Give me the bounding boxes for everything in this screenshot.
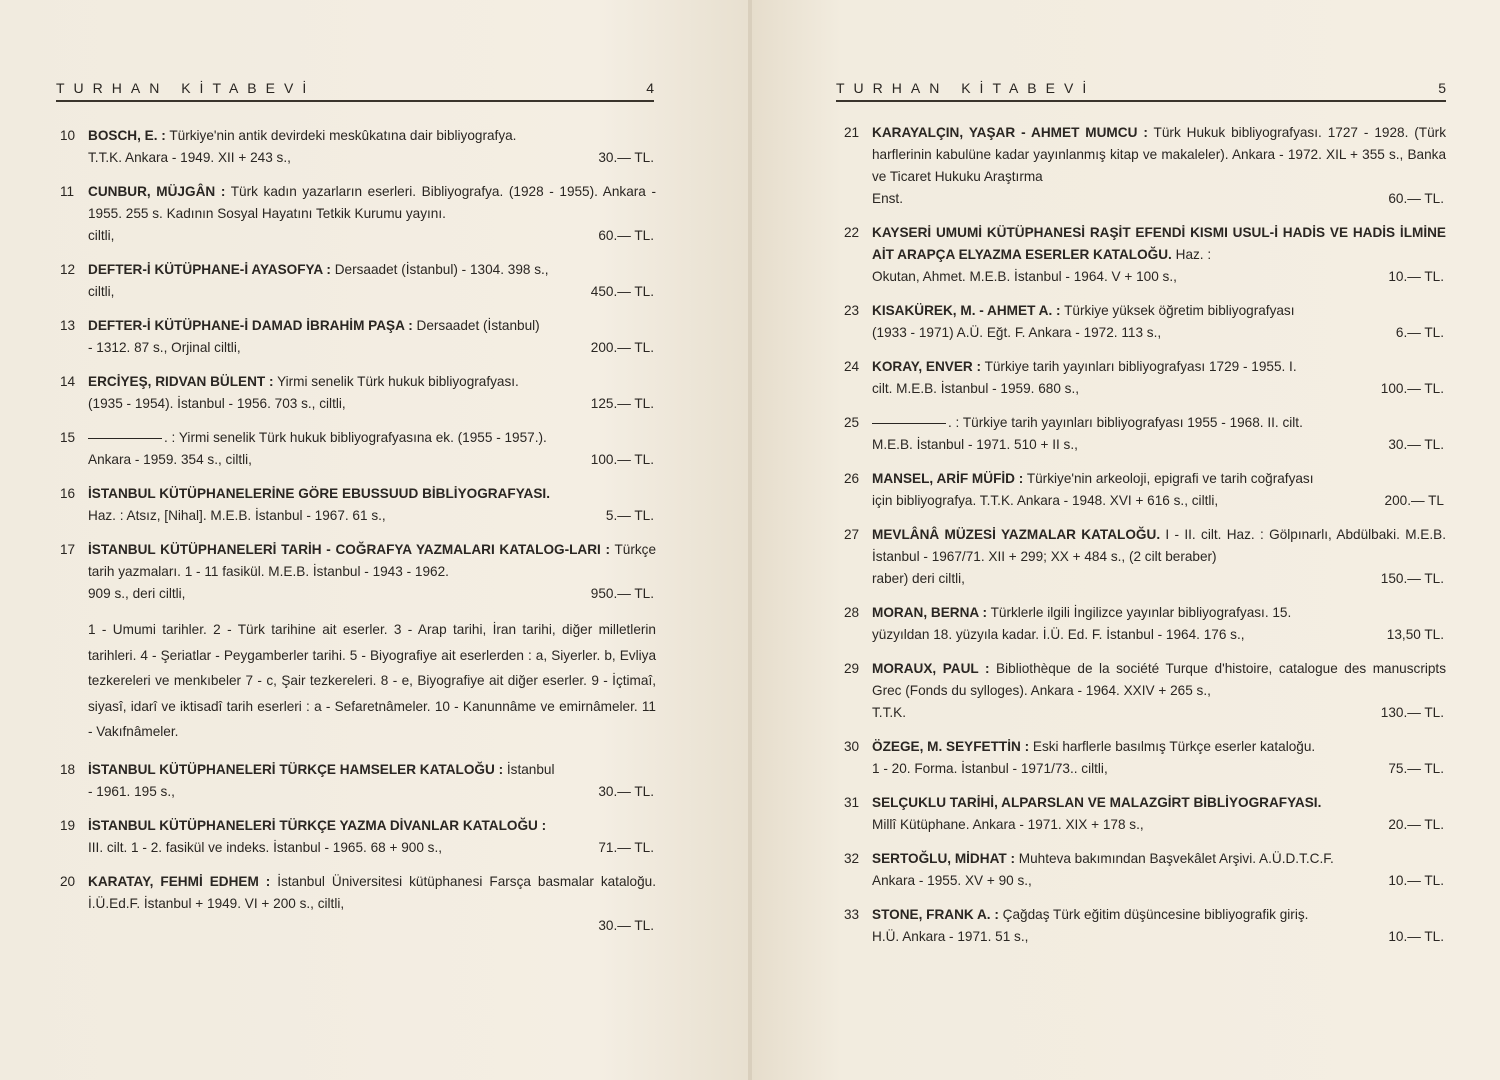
- catalog-contents-note: 1 - Umumi tarihler. 2 - Türk tarihine ait eserler. 3 - Arap tarihi, İran tarihi, diğer milletlerin tarihleri. 4 - Şeriatlar - Peygamberler tarihi. 5 - Biyografiye ait eserlerden : a, Siyerler. b, Evliya tezkereleri ve menkıbeler 7 - c, Şair tezkereleri. 8 - e, Biyografiye ait diğer eserler. 9 - İçtimaî, siyasî, idarî ve iktisadî tarih eserleri : a - Sefaretnâmeler. 10 - Kanunnâme ve emirnâmeler. 11 - Vakıfnâmeler.: [88, 622, 656, 739]
- entry-price: 150.— TL.: [1380, 571, 1444, 586]
- entry-number: 12: [60, 262, 76, 277]
- bibliography-entry: [844, 904, 1446, 948]
- entry-text-block: [872, 904, 1446, 926]
- entry-body: [88, 125, 656, 169]
- entry-publication-line: [88, 837, 656, 859]
- bibliography-entry: [60, 759, 656, 803]
- bibliography-entry: [844, 524, 1446, 590]
- entry-text-block: [872, 602, 1446, 624]
- entry-body: [88, 815, 656, 859]
- bibliography-entry: [844, 300, 1446, 344]
- entry-author: KORAY, ENVER :: [872, 359, 982, 374]
- entry-body: [872, 412, 1446, 456]
- entry-publication: raber) deri ciltli,: [872, 571, 965, 586]
- entry-publication-line: [88, 337, 656, 359]
- entry-text-block: [88, 815, 656, 837]
- entry-publication: (1933 - 1971) A.Ü. Eğt. F. Ankara - 1972. 113 s.,: [872, 325, 1162, 340]
- entry-description: . : Yirmi senelik Türk hukuk bibliyografyasına ek. (1955 - 1957.).: [164, 430, 547, 445]
- entry-text-block: [88, 539, 656, 583]
- entry-publication-line: [88, 505, 656, 527]
- entry-number: 24: [844, 359, 860, 374]
- entry-publication-line: [872, 624, 1446, 646]
- entry-publication-line: [872, 870, 1446, 892]
- entry-description: Türkçe tarih yazmaları. 1 - 11 fasikül. M.E.B. İstanbul - 1943 - 1962.: [88, 542, 656, 579]
- entry-body: [88, 759, 656, 803]
- entry-publication: H.Ü. Ankara - 1971. 51 s.,: [872, 929, 1029, 944]
- entry-number: 15: [60, 430, 76, 445]
- entry-price: 75.— TL.: [1388, 761, 1444, 776]
- entry-body: [88, 427, 656, 471]
- entry-author: BOSCH, E. :: [88, 128, 166, 143]
- entry-price: 10.— TL.: [1388, 929, 1444, 944]
- entry-number: 17: [60, 542, 76, 557]
- entry-publication-line: [872, 188, 1446, 210]
- entry-publication-line: [872, 490, 1446, 512]
- bibliography-entry: [60, 427, 656, 471]
- entry-publication: Ankara - 1959. 354 s., ciltli,: [88, 452, 252, 467]
- entry-body: [872, 468, 1446, 512]
- entry-body: [872, 300, 1446, 344]
- entry-publication: ciltli,: [88, 228, 115, 243]
- bibliography-entry: [844, 792, 1446, 836]
- entry-number: 31: [844, 795, 860, 810]
- entry-price: 450.— TL.: [590, 284, 654, 299]
- entry-author: KAYSERİ UMUMİ KÜTÜPHANESİ RAŞİT EFENDİ KISMI USUL-İ HADİS VE HADİS İLMİNE AİT ARAPÇA ELYAZMA ESERLER KATALOĞU.: [872, 225, 1446, 262]
- entry-number: 27: [844, 527, 860, 542]
- entry-number: 28: [844, 605, 860, 620]
- entry-number: 11: [60, 184, 75, 199]
- entry-description: Muhteva bakımından Başvekâlet Arşivi. A.Ü.D.T.C.F.: [1018, 851, 1334, 866]
- right-page: [752, 0, 1500, 1080]
- entry-price: 950.— TL.: [590, 586, 654, 601]
- entry-price: 125.— TL.: [590, 396, 654, 411]
- entry-number: 20: [60, 873, 76, 889]
- entry-text-block: [872, 658, 1446, 702]
- bibliography-entry: [844, 658, 1446, 724]
- entry-price: 100.— TL.: [1380, 381, 1444, 396]
- entry-description: İstanbul: [506, 761, 555, 777]
- entry-body: [88, 539, 656, 605]
- entry-price: 100.— TL.: [590, 452, 654, 467]
- entry-text-block: [88, 125, 656, 147]
- entry-publication: Enst.: [872, 191, 903, 206]
- bibliography-entry: [60, 483, 656, 527]
- entry-description: Türk Hukuk bibliyografyası. 1727 - 1928. (Türk harflerinin kabulüne kadar yayınlanmış kitap ve makaleler). Ankara - 1972. XIL + 355 s., Banka ve Ticaret Hukuku Araştırma: [872, 125, 1446, 184]
- entry-publication: - 1961. 195 s.,: [88, 783, 175, 799]
- entry-author: ÖZEGE, M. SEYFETTİN :: [872, 739, 1030, 754]
- entry-body: [872, 848, 1446, 892]
- entry-publication-line: [872, 758, 1446, 780]
- entry-publication-line: [88, 781, 656, 803]
- entry-publication-line: [872, 266, 1446, 288]
- entry-description: Türk kadın yazarların eserleri. Bibliyografya. (1928 - 1955). Ankara - 1955. 255 s. Kadının Sosyal Hayatını Tetkik Kurumu yayını.: [88, 184, 656, 221]
- entry-body: [872, 222, 1446, 288]
- entry-publication-line: [872, 322, 1446, 344]
- entry-author: KISAKÜREK, M. - AHMET A. :: [872, 303, 1061, 318]
- entry-publication-line: [872, 702, 1446, 724]
- entry-body: [872, 122, 1446, 210]
- entry-publication: 1 - 20. Forma. İstanbul - 1971/73.. ciltli,: [872, 761, 1108, 776]
- entry-text-block: [88, 427, 656, 449]
- entry-text-block: [872, 736, 1446, 758]
- entry-body: [88, 871, 656, 937]
- entry-author: ERCİYEŞ, RIDVAN BÜLENT :: [88, 374, 274, 389]
- entry-number: 21: [844, 125, 860, 140]
- entry-author: SELÇUKLU TARİHİ, ALPARSLAN VE MALAZGİRT BİBLİYOGRAFYASI.: [872, 795, 1322, 810]
- entry-description: Bibliothèque de la société Turque d'histoire, catalogue des manuscripts Grec (Fonds du sylloges). Ankara - 1964. XXIV + 265 s.,: [872, 661, 1447, 698]
- entry-price: 30.— TL.: [1388, 437, 1444, 452]
- entry-text-block: [88, 871, 656, 915]
- entry-number: 23: [844, 303, 860, 318]
- entry-author: KARAYALÇIN, YAŞAR - AHMET MUMCU :: [872, 125, 1148, 140]
- entry-text-block: [88, 259, 656, 281]
- entry-body: [872, 736, 1446, 780]
- entry-text-block: [872, 848, 1446, 870]
- entry-description: Türklerle ilgili İngilizce yayınlar bibliyografyası. 15.: [990, 605, 1292, 620]
- publisher-name: TURHAN KİTABEVİ: [56, 80, 316, 96]
- entry-number: 32: [844, 851, 860, 866]
- left-page-header: [56, 74, 654, 102]
- entry-body: [872, 792, 1446, 836]
- entry-number: 33: [844, 907, 860, 922]
- entry-text-block: [872, 222, 1446, 266]
- entry-price: 200.— TL.: [590, 340, 654, 355]
- entry-body: [872, 658, 1446, 724]
- entry-publication-line: [88, 147, 656, 169]
- entry-author: MORAUX, PAUL :: [872, 661, 990, 676]
- bibliography-entry: [844, 736, 1446, 780]
- bibliography-entry: [844, 412, 1446, 456]
- entry-description: Dersaadet (İstanbul) - 1304. 398 s.,: [334, 262, 549, 277]
- bibliography-entry: [844, 468, 1446, 512]
- entry-description: Eski harflerle basılmış Türkçe eserler kataloğu.: [1032, 739, 1316, 754]
- entry-description: Yirmi senelik Türk hukuk bibliyografyası.: [277, 374, 519, 389]
- entry-number: 25: [844, 415, 860, 430]
- entry-author: MORAN, BERNA :: [872, 605, 988, 620]
- entry-description: I - II. cilt. Haz. : Gölpınarlı, Abdülbaki. M.E.B. İstanbul - 1967/71. XII + 299; XX + 484 s., (2 cilt beraber): [872, 527, 1446, 564]
- entry-body: [88, 259, 656, 303]
- bibliography-entry: [60, 815, 656, 859]
- entry-author: MEVLÂNÂ MÜZESİ YAZMALAR KATALOĞU.: [872, 527, 1161, 542]
- entry-author: STONE, FRANK A. :: [872, 907, 999, 922]
- entry-price: 30.— TL.: [598, 150, 654, 165]
- entry-publication-line: [88, 393, 656, 415]
- entry-description: Türkiye'nin antik devirdeki meskûkatına dair bibliyografya.: [169, 128, 517, 143]
- bibliography-entry: [60, 371, 656, 415]
- bibliography-entry: [844, 222, 1446, 288]
- entry-author: İSTANBUL KÜTÜPHANELERİNE GÖRE EBUSSUUD BİBLİYOGRAFYASI.: [88, 486, 550, 501]
- entry-text-block: [88, 371, 656, 393]
- entry-number: 26: [844, 471, 860, 486]
- entry-publication: için bibliyografya. T.T.K. Ankara - 1948. XVI + 616 s., ciltli,: [872, 493, 1219, 508]
- entry-publication-line: [88, 225, 656, 247]
- bibliography-entry: [844, 602, 1446, 646]
- ditto-dash: [88, 438, 162, 439]
- entry-body: [88, 371, 656, 415]
- entry-text-block: [872, 412, 1446, 434]
- entry-number: 19: [60, 817, 76, 833]
- entry-description: Çağdaş Türk eğitim düşüncesine bibliyografik giriş.: [1002, 907, 1309, 922]
- entry-price: 200.— TL: [1384, 493, 1444, 508]
- entry-publication: ciltli,: [88, 284, 115, 299]
- entry-publication: 909 s., deri ciltli,: [88, 586, 186, 601]
- bibliography-entry: [844, 848, 1446, 892]
- entry-author: DEFTER-İ KÜTÜPHANE-İ DAMAD İBRAHİM PAŞA :: [88, 318, 413, 333]
- page-number: 5: [1438, 80, 1446, 96]
- entry-publication: Haz. : Atsız, [Nihal]. M.E.B. İstanbul - 1967. 61 s.,: [88, 508, 386, 523]
- entry-author: MANSEL, ARİF MÜFİD :: [872, 471, 1024, 486]
- entry-text-block: [872, 356, 1446, 378]
- bibliography-entry: [60, 539, 656, 605]
- entry-text-block: [872, 524, 1446, 568]
- entry-price: 13,50 TL.: [1386, 627, 1444, 642]
- publisher-name: TURHAN KİTABEVİ: [836, 80, 1096, 96]
- entry-description: . : Türkiye tarih yayınları bibliyografyası 1955 - 1968. II. cilt.: [948, 415, 1303, 430]
- entry-publication: T.T.K. Ankara - 1949. XII + 243 s.,: [88, 150, 291, 165]
- entry-price: 30.— TL.: [598, 783, 654, 799]
- entry-publication: yüzyıldan 18. yüzyıla kadar. İ.Ü. Ed. F. İstanbul - 1964. 176 s.,: [872, 627, 1245, 642]
- entry-text-block: [872, 468, 1446, 490]
- entry-text-block: [88, 483, 656, 505]
- entry-price: 10.— TL.: [1388, 269, 1444, 284]
- entry-number: 16: [60, 486, 76, 501]
- page-number: 4: [646, 80, 654, 96]
- entry-publication-line: [872, 434, 1446, 456]
- left-entry-list: [60, 125, 656, 949]
- entry-number: 13: [60, 318, 76, 333]
- entry-body: [872, 356, 1446, 400]
- entry-price: 20.— TL.: [1388, 817, 1444, 832]
- entry-description: Türkiye tarih yayınları bibliyografyası 1729 - 1955. I.: [984, 359, 1297, 374]
- bibliography-entry: [60, 259, 656, 303]
- entry-body: [872, 904, 1446, 948]
- entry-description: Türkiye'nin arkeoloji, epigrafi ve tarih coğrafyası: [1026, 471, 1314, 486]
- entry-publication: Ankara - 1955. XV + 90 s.,: [872, 873, 1032, 888]
- entry-publication-line: [872, 568, 1446, 590]
- entry-body: [88, 181, 656, 247]
- entry-body: [88, 315, 656, 359]
- entry-number: 29: [844, 661, 860, 676]
- bibliography-entry: [844, 356, 1446, 400]
- entry-number: 10: [60, 128, 76, 143]
- bibliography-entry: [844, 122, 1446, 210]
- entry-description: Türkiye yüksek öğretim bibliyografyası: [1064, 303, 1295, 318]
- bibliography-entry: [60, 181, 656, 247]
- entry-body: [88, 483, 656, 527]
- entry-description: İstanbul Üniversitesi kütüphanesi Farsça basmalar kataloğu. İ.Ü.Ed.F. İstanbul + 1949. VI + 200 s., ciltli,: [88, 873, 656, 911]
- entry-publication-line: [88, 449, 656, 471]
- entry-publication: Millî Kütüphane. Ankara - 1971. XIX + 178 s.,: [872, 817, 1144, 832]
- ditto-dash: [872, 423, 946, 424]
- entry-author: KARATAY, FEHMİ EDHEM :: [88, 873, 271, 889]
- entry-price: 60.— TL.: [1388, 191, 1444, 206]
- entry-description: Dersaadet (İstanbul): [416, 318, 540, 333]
- entry-publication: T.T.K.: [872, 705, 906, 720]
- bibliography-entry: [60, 871, 656, 937]
- entry-publication-line: [872, 378, 1446, 400]
- right-page-header: [836, 74, 1446, 102]
- entry-number: 18: [60, 761, 76, 777]
- entry-text-block: [872, 122, 1446, 188]
- entry-price: 10.— TL.: [1388, 873, 1444, 888]
- entry-author: SERTOĞLU, MİDHAT :: [872, 851, 1015, 866]
- entry-text-block: [88, 759, 656, 781]
- entry-publication-line: [88, 281, 656, 303]
- entry-publication-line: [872, 926, 1446, 948]
- entry-price: 6.— TL.: [1395, 325, 1444, 340]
- entry-price: 60.— TL.: [598, 228, 654, 243]
- entry-publication: III. cilt. 1 - 2. fasikül ve indeks. İstanbul - 1965. 68 + 900 s.,: [88, 839, 443, 855]
- entry-price: 71.— TL.: [598, 839, 654, 855]
- entry-text-block: [872, 300, 1446, 322]
- entry-number: 30: [844, 739, 860, 754]
- entry-publication: Okutan, Ahmet. M.E.B. İstanbul - 1964. V + 100 s.,: [872, 269, 1177, 284]
- entry-publication: (1935 - 1954). İstanbul - 1956. 703 s., ciltli,: [88, 396, 346, 411]
- right-entry-list: [844, 122, 1446, 960]
- entry-body: [872, 602, 1446, 646]
- entry-author: İSTANBUL KÜTÜPHANELERİ TÜRKÇE YAZMA DİVANLAR KATALOĞU :: [88, 817, 547, 833]
- entry-author: CUNBUR, MÜJGÂN :: [88, 184, 226, 199]
- entry-publication: cilt. M.E.B. İstanbul - 1959. 680 s.,: [872, 381, 1080, 396]
- bibliography-entry: [60, 315, 656, 359]
- entry-publication-line: [872, 814, 1446, 836]
- entry-number: 14: [60, 374, 76, 389]
- entry-price: 30.— TL.: [598, 917, 654, 933]
- entry-publication-line: [88, 915, 656, 937]
- entry-number: 22: [844, 225, 860, 240]
- entry-text-block: [88, 315, 656, 337]
- entry-publication: - 1312. 87 s., Orjinal ciltli,: [88, 340, 241, 355]
- left-page: [0, 0, 748, 1080]
- entry-publication-line: [88, 583, 656, 605]
- bibliography-entry: [60, 125, 656, 169]
- entry-text-block: [872, 792, 1446, 814]
- entry-body: [872, 524, 1446, 590]
- entry-publication: M.E.B. İstanbul - 1971. 510 + II s.,: [872, 437, 1078, 452]
- entry-text-block: [88, 181, 656, 225]
- entry-author: İSTANBUL KÜTÜPHANELERİ TARİH - COĞRAFYA YAZMALARI KATALOG-LARI :: [88, 542, 611, 557]
- entry-description: Haz. :: [1175, 247, 1212, 262]
- entry-author: İSTANBUL KÜTÜPHANELERİ TÜRKÇE HAMSELER KATALOĞU :: [88, 761, 504, 777]
- entry-author: DEFTER-İ KÜTÜPHANE-İ AYASOFYA :: [88, 262, 331, 277]
- entry-price: 5.— TL.: [605, 508, 654, 523]
- entry-price: 130.— TL.: [1380, 705, 1444, 720]
